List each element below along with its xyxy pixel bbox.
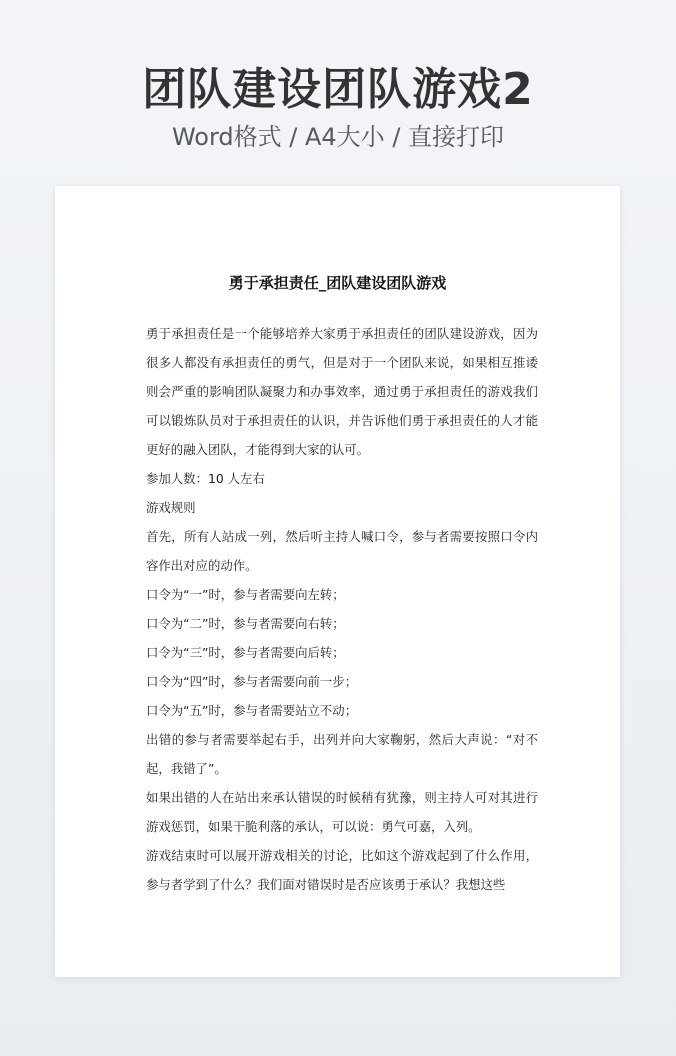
page-title: 团队建设团队游戏2 bbox=[142, 64, 534, 115]
paragraph-command-two: 口令为“二”时，参与者需要向右转； bbox=[146, 616, 345, 631]
paragraph-participants: 参加人数：10 人左右 bbox=[146, 471, 265, 486]
document-title: 勇于承担责任_团队建设团队游戏 bbox=[228, 274, 447, 292]
document-body bbox=[146, 319, 538, 899]
paragraph-command-one: 口令为“一”时，参与者需要向左转； bbox=[146, 587, 345, 602]
paragraph-command-five: 口令为“五”时，参与者需要站立不动； bbox=[146, 703, 358, 718]
paragraph-intro: 勇于承担责任是一个能够培养大家勇于承担责任的团队建设游戏，因为很多人都没有承担责任的勇气，但是对于一个团队来说，如果相互推诿则会严重的影响团队凝聚力和办事效率，通过勇于承担责任的游戏我们可以锻炼队员对于承担责任的认识，并告诉他们勇于承担责任的人才能更好的融入团队，才能得到大家的认可。 bbox=[146, 326, 538, 457]
document-page bbox=[55, 186, 620, 977]
paragraph-penalty: 如果出错的人在站出来承认错误的时候稍有犹豫，则主持人可对其进行游戏惩罚，如果干脆利落的承认，可以说：勇气可嘉，入列。 bbox=[146, 790, 538, 834]
page-subtitle: Word格式 / A4大小 / 直接打印 bbox=[171, 123, 505, 151]
paragraph-command-three: 口令为“三”时，参与者需要向后转； bbox=[146, 645, 345, 660]
paragraph-mistake: 出错的参与者需要举起右手，出列并向大家鞠躬，然后大声说：“对不起，我错了”。 bbox=[146, 732, 538, 776]
paragraph-command-four: 口令为“四”时，参与者需要向前一步； bbox=[146, 674, 358, 689]
paragraph-rules-first: 首先，所有人站成一列，然后听主持人喊口令，参与者需要按照口令内容作出对应的动作。 bbox=[146, 529, 538, 573]
paragraph-discussion: 游戏结束时可以展开游戏相关的讨论，比如这个游戏起到了什么作用，参与者学到了什么？我们面对错误时是否应该勇于承认？我想这些 bbox=[146, 848, 538, 892]
page-header bbox=[0, 62, 676, 154]
paragraph-rules-heading: 游戏规则 bbox=[146, 500, 196, 515]
